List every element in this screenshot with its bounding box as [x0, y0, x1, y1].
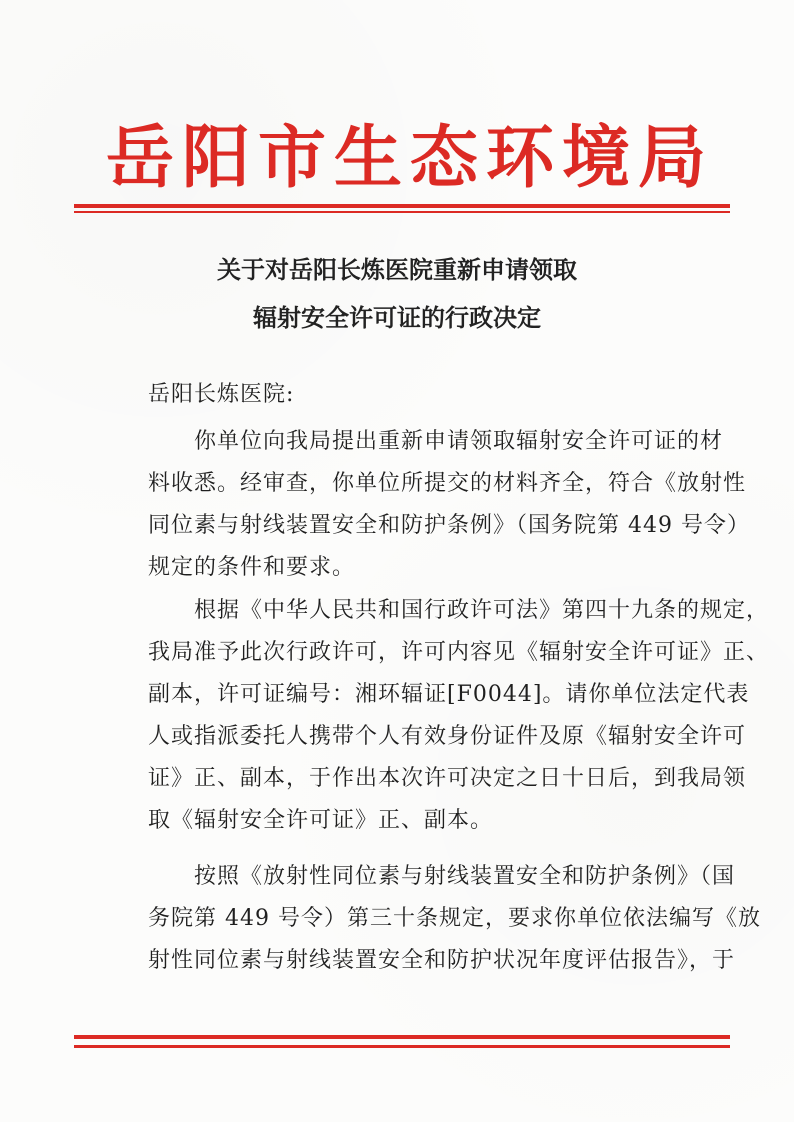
paragraph-1-line-3: 同位素与射线装置安全和防护条例》（国务院第 449 号令） [148, 513, 750, 538]
body-paragraph-3 [148, 856, 761, 982]
paragraph-2-line-1: 根据《中华人民共和国行政许可法》第四十九条的规定， [148, 598, 770, 623]
document-title [130, 246, 664, 342]
letterhead-red-divider-thin [74, 211, 730, 213]
paragraph-1-line-4: 规定的条件和要求。 [148, 555, 356, 580]
paragraph-2-line-2: 我局准予此次行政许可，许可内容见《辐射安全许可证》正、 [148, 640, 770, 665]
paragraph-2-line-6: 取《辐射安全许可证》正、副本。 [148, 808, 494, 833]
footer-red-divider-thin [74, 1045, 730, 1048]
body-paragraph-2 [148, 590, 770, 842]
footer-red-divider-thick [74, 1035, 730, 1039]
document-title-line-2: 辐射安全许可证的行政决定 [253, 304, 541, 332]
recipient-salutation: 岳阳长炼医院: [148, 382, 295, 407]
document-title-line-1: 关于对岳阳长炼医院重新申请领取 [217, 256, 577, 284]
agency-letterhead-title: 岳阳市生态环境局 [106, 118, 715, 198]
letterhead-red-divider-thick [74, 204, 730, 208]
paragraph-2-line-5: 证》正、副本，于作出本次许可决定之日十日后，到我局领 [148, 766, 747, 791]
paragraph-2-line-4: 人或指派委托人携带个人有效身份证件及原《辐射安全许可 [148, 724, 747, 749]
paragraph-3-line-1: 按照《放射性同位素与射线装置安全和防护条例》（国 [148, 864, 736, 889]
paragraph-1-line-1: 你单位向我局提出重新申请领取辐射安全许可证的材 [148, 429, 724, 454]
paragraph-3-line-2: 务院第 449 号令）第三十条规定，要求你单位依法编写《放 [148, 906, 761, 931]
paragraph-1-line-2: 料收悉。经审查，你单位所提交的材料齐全，符合《放射性 [148, 471, 747, 496]
paragraph-3-line-3: 射性同位素与射线装置安全和防护状况年度评估报告》，于 [148, 948, 736, 973]
paragraph-2-line-3: 副本，许可证编号：湘环辐证[F0044]。请你单位法定代表 [148, 682, 750, 707]
body-paragraph-1 [148, 421, 750, 589]
